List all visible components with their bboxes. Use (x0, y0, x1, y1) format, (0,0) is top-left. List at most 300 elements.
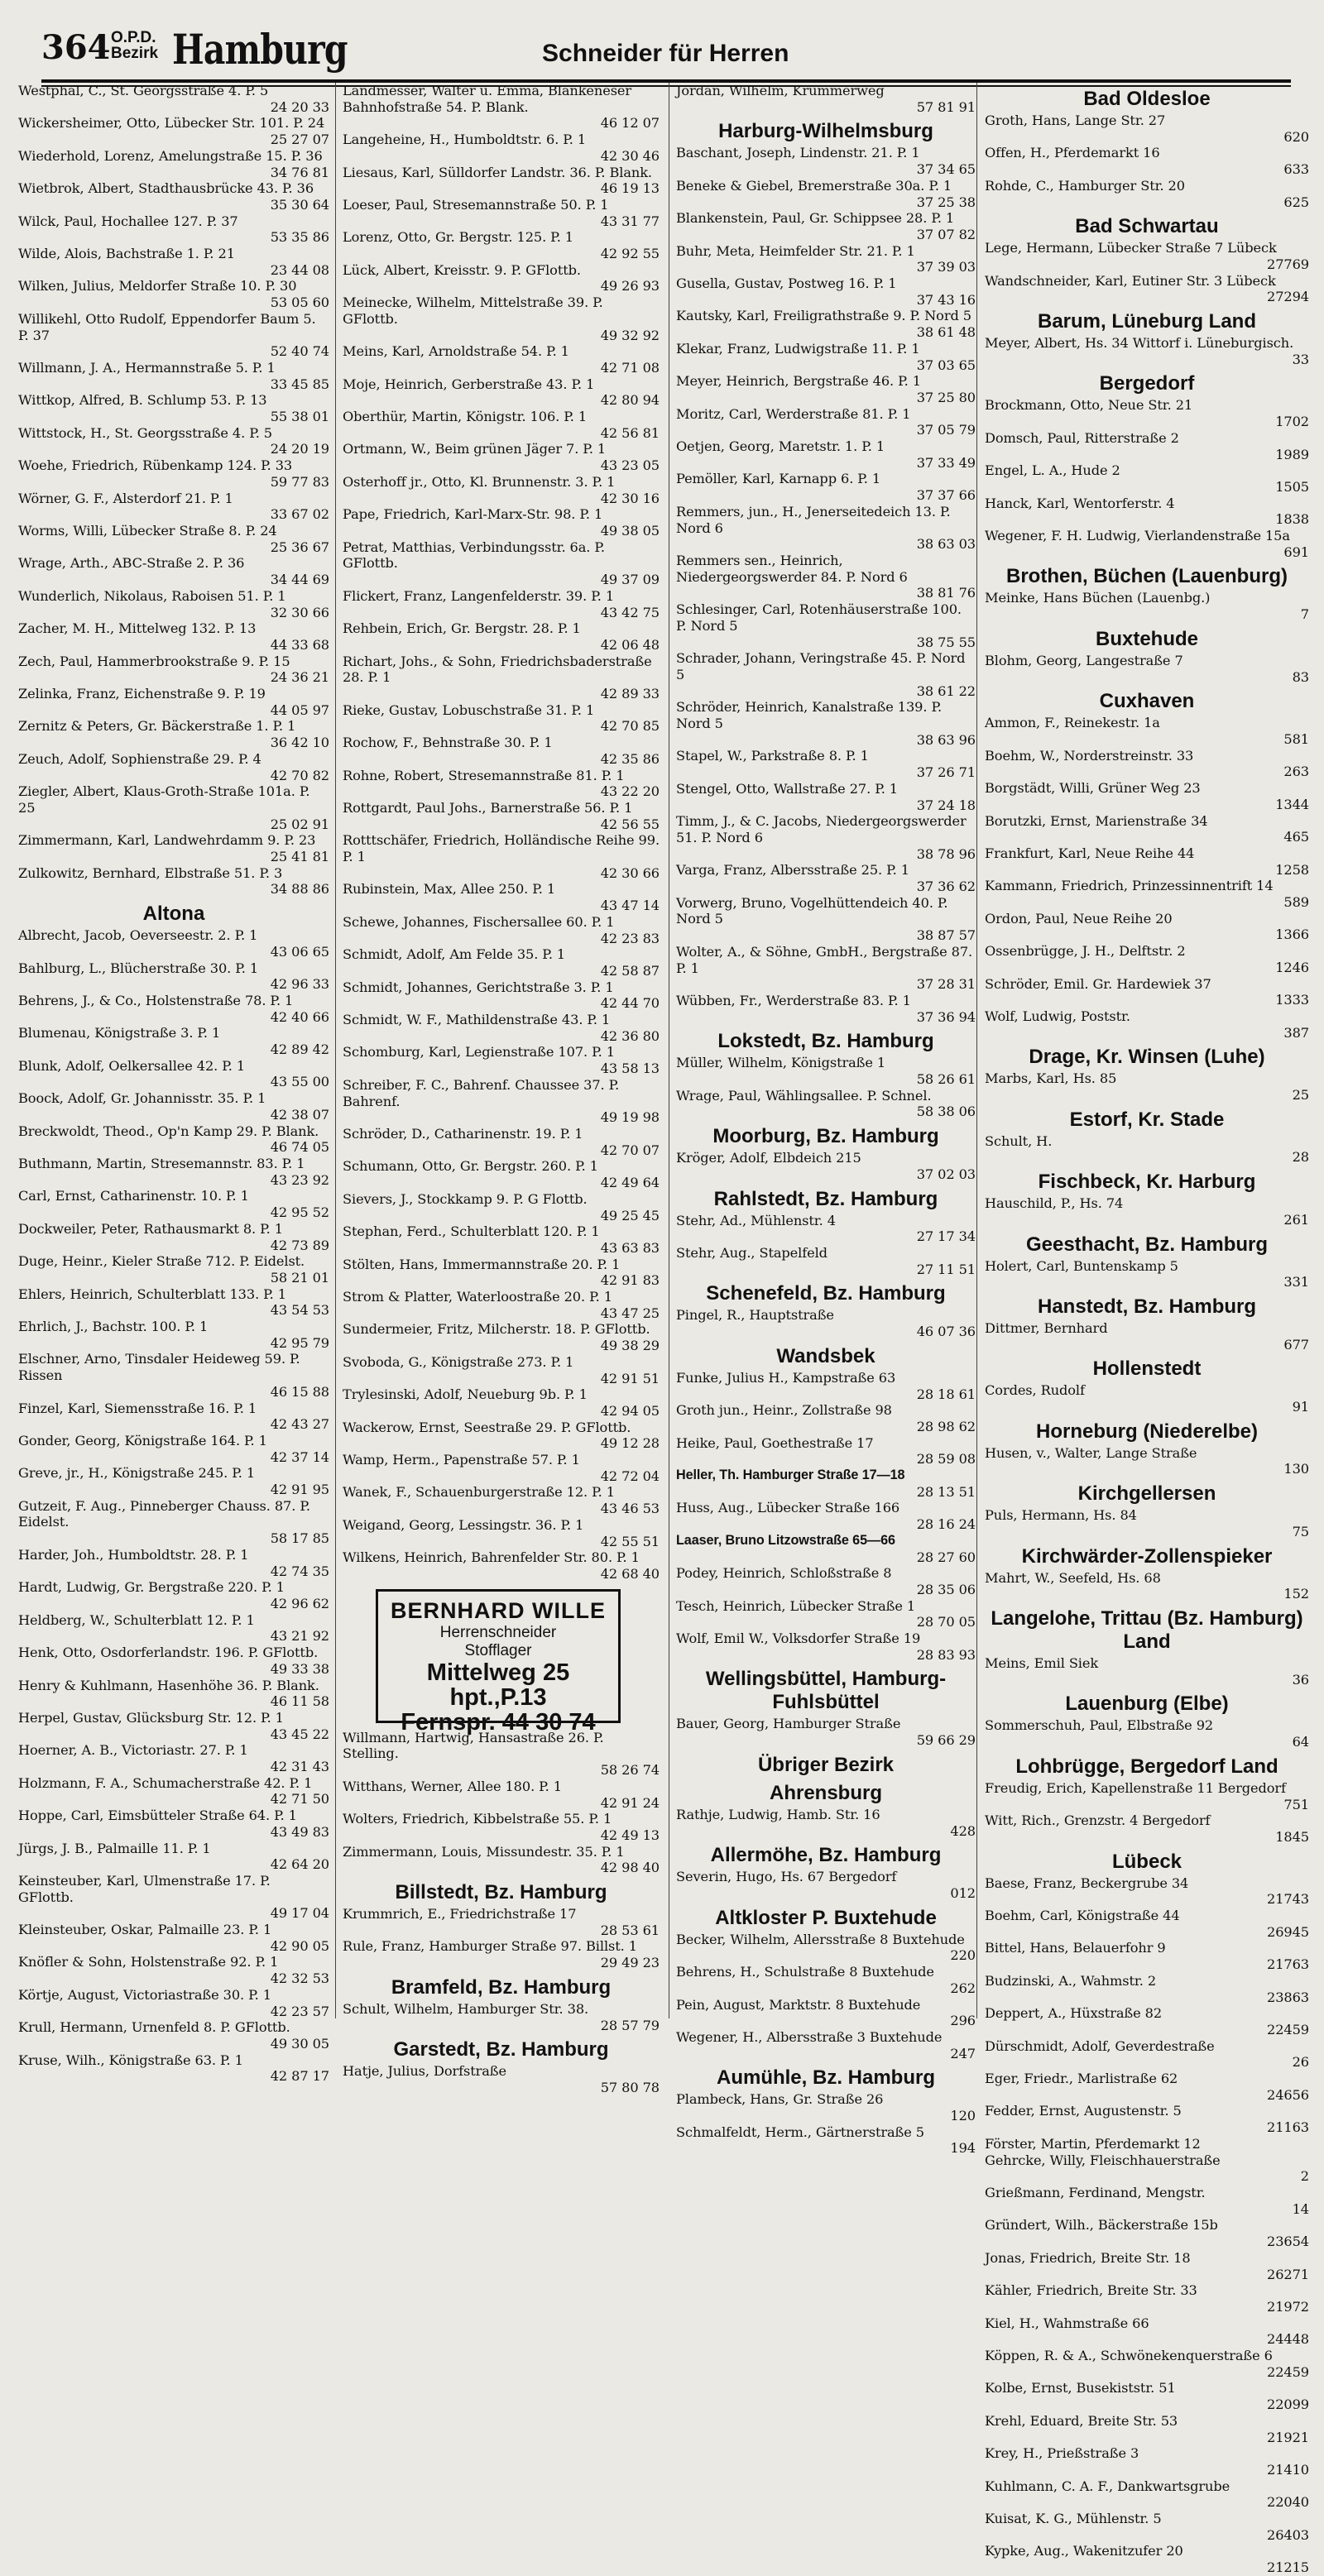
entry-phone-number: 37 28 31 (916, 976, 976, 993)
directory-entry (343, 768, 660, 800)
entry-phone-number: 42 95 52 (270, 1204, 329, 1221)
directory-entry (985, 780, 1309, 812)
entry-phone-number: 59 77 83 (270, 473, 329, 490)
district-label (111, 30, 158, 61)
directory-entry (343, 441, 660, 473)
entry-phone-number: 37 24 18 (916, 797, 976, 813)
directory-entry (18, 213, 329, 246)
entry-name-address: Zimmermann, Karl, Landwehrdamm 9. P. 23 (18, 832, 316, 849)
directory-entry (343, 409, 660, 441)
entry-name-address: Wegener, F. H. Ludwig, Vierlandenstraße 15a (985, 528, 1290, 544)
entry-name-address: Sommerschuh, Paul, Elbstraße 92 (985, 1717, 1214, 1734)
entry-name-address: Kolbe, Ernst, Busekiststr. 51 (985, 2380, 1176, 2396)
entry-phone-number: 21743 (1267, 1891, 1309, 1908)
section-heading: Aumühle, Bz. Hamburg (716, 2066, 935, 2090)
entry-phone-number: 28 16 24 (916, 1516, 976, 1533)
entry-name-address: Budzinski, A., Wahmstr. 2 (985, 1972, 1157, 1989)
entry-phone-number: 387 (1283, 1024, 1309, 1041)
entry-phone-number: 49 33 38 (270, 1660, 329, 1677)
entry-phone-number: 42 40 66 (270, 1008, 329, 1025)
section-heading: Fischbeck, Kr. Harburg (1038, 1171, 1256, 1194)
entry-phone-number: 46 19 13 (600, 180, 660, 197)
directory-entry (985, 911, 1309, 943)
entry-name-address: Schröder, D., Catharinenstr. 19. P. 1 (343, 1126, 583, 1142)
entry-name-address: Moritz, Carl, Werderstraße 81. P. 1 (676, 405, 911, 422)
entry-phone-number: 38 61 22 (916, 682, 976, 699)
entry-name-address: Ammon, F., Reinekestr. 1a (985, 715, 1160, 731)
directory-entry (676, 83, 976, 115)
entry-phone-number: 1845 (1275, 1828, 1309, 1845)
directory-entry (343, 1811, 660, 1843)
entry-phone-number: 34 88 86 (270, 881, 329, 898)
directory-entry (985, 145, 1309, 177)
entry-phone-number: 22459 (1267, 2021, 1309, 2037)
entry-name-address: Schmidt, Johannes, Gerichtstraße 3. P. 1 (343, 979, 614, 995)
entry-name-address: Förster, Martin, Pferdemarkt 12 (985, 2135, 1201, 2152)
directory-entry (343, 620, 660, 653)
directory-entry (343, 83, 660, 132)
entry-name-address: Köppen, R. & A., Schwönekenquerstraße 6 (985, 2348, 1273, 2364)
directory-entry (985, 653, 1309, 685)
entry-name-address: Gutzeit, F. Aug., Pinneberger Chauss. 87. P. Eidelst. (18, 1497, 310, 1530)
entry-name-address: Albrecht, Jacob, Oeverseestr. 2. P. 1 (18, 927, 258, 944)
entry-name-address: Stengel, Otto, Wallstraße 27. P. 1 (676, 780, 898, 797)
directory-entry (18, 1351, 329, 1400)
entry-phone-number: 46 07 36 (916, 1324, 976, 1340)
directory-entry (343, 343, 660, 376)
directory-entry (18, 1841, 329, 1873)
directory-entry (18, 1123, 329, 1156)
directory-entry (18, 1775, 329, 1808)
directory-entry (18, 392, 329, 424)
directory-entry (18, 1090, 329, 1123)
entry-name-address: Dürschmidt, Adolf, Geverdestraße (985, 2037, 1215, 2054)
entry-name-address: Zimmermann, Louis, Missundestr. 35. P. 1 (343, 1843, 625, 1860)
entry-phone-number: 28 13 51 (916, 1483, 976, 1500)
entry-phone-number: 120 (950, 2108, 976, 2124)
entry-name-address: Kuisat, K. G., Mühlenstr. 5 (985, 2511, 1162, 2527)
entry-phone-number: 46 12 07 (600, 115, 660, 132)
directory-entry (18, 1498, 329, 1547)
entry-name-address: Hatje, Julius, Dorfstraße (343, 2063, 507, 2080)
entry-phone-number: 37 34 65 (916, 161, 976, 178)
entry-name-address: Kuhlmann, C. A. F., Dankwartsgrube (985, 2478, 1230, 2494)
city-title: Hamburg (172, 25, 348, 74)
entry-name-address: Mahrt, W., Seefeld, Hs. 68 (985, 1569, 1161, 1586)
directory-entry (343, 539, 660, 588)
entry-name-address: Meins, Karl, Arnoldstraße 54. P. 1 (343, 343, 569, 360)
entry-phone-number: 58 17 85 (270, 1530, 329, 1547)
section-heading: Buxtehude (1095, 627, 1198, 650)
entry-phone-number: 42 37 14 (270, 1448, 329, 1465)
entry-name-address: Kiel, H., Wahmstraße 66 (985, 2315, 1149, 2331)
directory-entry (985, 845, 1309, 878)
entry-phone-number: 37 25 80 (916, 389, 976, 405)
entry-name-address: Severin, Hugo, Hs. 67 Bergedorf (676, 1869, 897, 1885)
entry-name-address: Pape, Friedrich, Karl-Marx-Str. 98. P. 1 (343, 506, 603, 523)
entry-phone-number: 33 45 85 (270, 376, 329, 392)
entry-phone-number: 49 38 29 (600, 1338, 660, 1354)
entry-name-address: Ehrlich, J., Bachstr. 100. P. 1 (18, 1319, 209, 1335)
entry-phone-number: 691 (1283, 543, 1309, 560)
directory-entry (676, 1213, 976, 1245)
directory-entry (985, 2005, 1309, 2037)
entry-phone-number: 34 44 69 (270, 572, 329, 588)
entry-phone-number: 37 39 03 (916, 259, 976, 275)
entry-name-address: Rubinstein, Max, Allee 250. P. 1 (343, 881, 556, 898)
entry-phone-number: 49 25 45 (600, 1207, 660, 1223)
entry-phone-number: 28 70 05 (916, 1614, 976, 1630)
directory-entry (985, 2413, 1309, 2445)
entry-phone-number: 46 74 05 (270, 1139, 329, 1156)
directory-entry (18, 2019, 329, 2052)
entry-phone-number: 27294 (1267, 289, 1309, 305)
section-heading: Wandsbek (776, 1344, 875, 1367)
entry-phone-number: 262 (950, 1980, 976, 1996)
section-heading: Hanstedt, Bz. Hamburg (1037, 1295, 1257, 1318)
directory-entry (985, 1780, 1309, 1812)
entry-name-address: Freudig, Erich, Kapellenstraße 11 Bergedorf (985, 1779, 1286, 1796)
entry-phone-number: 43 63 83 (600, 1239, 660, 1256)
directory-entry (985, 976, 1309, 1008)
directory-entry (18, 588, 329, 620)
directory-entry (676, 1245, 976, 1277)
entry-phone-number: 1989 (1275, 446, 1309, 462)
entry-name-address: Krey, H., Prießstraße 3 (985, 2445, 1139, 2462)
directory-entry (18, 686, 329, 718)
entry-phone-number: 43 47 14 (600, 898, 660, 914)
directory-entry (676, 373, 976, 405)
section-heading: Bad Oldesloe (1083, 88, 1211, 110)
entry-phone-number: 42 70 85 (600, 718, 660, 735)
entry-name-address: Grießmann, Ferdinand, Mengstr. (985, 2184, 1206, 2200)
entry-name-address: Ehlers, Heinrich, Schulterblatt 133. P. 1 (18, 1286, 286, 1302)
entry-phone-number: 42 70 07 (600, 1142, 660, 1158)
directory-entry (985, 813, 1309, 845)
directory-entry (18, 1678, 329, 1710)
directory-entry (985, 178, 1309, 210)
entry-name-address: Schmalfeldt, Herm., Gärtnerstraße 5 (676, 2124, 924, 2140)
directory-entry (343, 165, 660, 197)
entry-phone-number: 33 (1292, 351, 1309, 367)
directory-entry (676, 895, 976, 944)
directory-entry (343, 1012, 660, 1044)
directory-entry (985, 1875, 1309, 1908)
directory-entry (18, 1286, 329, 1319)
entry-name-address: Meinke, Hans Büchen (Lauenbg.) (985, 590, 1211, 606)
entry-phone-number: 1258 (1275, 861, 1309, 878)
entry-phone-number: 21410 (1267, 2461, 1309, 2478)
entry-phone-number: 42 68 40 (600, 1565, 660, 1582)
entry-phone-number: 428 (950, 1822, 976, 1839)
directory-entry (18, 360, 329, 392)
entry-phone-number: 42 94 05 (600, 1402, 660, 1419)
entry-name-address: Krummrich, E., Friedrichstraße 17 (343, 1906, 577, 1922)
directory-entry (676, 1598, 976, 1630)
directory-entry (676, 1150, 976, 1182)
directory-entry (985, 2136, 1309, 2152)
entry-phone-number: 43 54 53 (270, 1302, 329, 1319)
directory-entry (676, 813, 976, 862)
entry-name-address: Loeser, Paul, Stresemannstraße 50. P. 1 (343, 196, 609, 213)
section-heading: Cuxhaven (1099, 690, 1195, 713)
directory-entry (676, 553, 976, 601)
entry-phone-number: 1702 (1275, 414, 1309, 430)
entry-name-address: Wrage, Paul, Wählingsallee. P. Schnel. (676, 1087, 932, 1104)
entry-phone-number: 42 58 87 (600, 962, 660, 979)
entry-phone-number: 22099 (1267, 2396, 1309, 2413)
entry-phone-number: 42 96 62 (270, 1595, 329, 1611)
entry-name-address: Carl, Ernst, Catharinenstr. 10. P. 1 (18, 1188, 249, 1204)
directory-entry (985, 2152, 1309, 2185)
entry-name-address: Krull, Hermann, Urnenfeld 8. P. GFlottb. (18, 2019, 290, 2036)
entry-phone-number: 28 27 60 (916, 1549, 976, 1565)
directory-entry (343, 1517, 660, 1549)
directory-entry (676, 1630, 976, 1663)
entry-name-address: Deppert, A., Hüxstraße 82 (985, 2005, 1163, 2022)
entry-phone-number: 58 21 01 (270, 1269, 329, 1286)
directory-entry (18, 457, 329, 490)
directory-entry (18, 1873, 329, 1922)
directory-entry (985, 748, 1309, 780)
entry-phone-number: 22459 (1267, 2363, 1309, 2380)
entry-name-address: Meins, Emil Siek (985, 1655, 1099, 1671)
section-heading: Billstedt, Bz. Hamburg (395, 1881, 607, 1904)
directory-entry (985, 335, 1309, 367)
entry-phone-number: 25 41 81 (270, 849, 329, 865)
directory-entry (676, 210, 976, 242)
section-heading: Lauenburg (Elbe) (1065, 1693, 1229, 1716)
entry-phone-number: 1366 (1275, 926, 1309, 943)
entry-phone-number: 57 80 78 (600, 2079, 660, 2095)
directory-entry (18, 865, 329, 898)
entry-name-address: Strom & Platter, Waterloostraße 20. P. 1 (343, 1289, 612, 1305)
entry-name-address: Hoerner, A. B., Victoriastr. 27. P. 1 (18, 1742, 248, 1759)
directory-entry (343, 132, 660, 164)
entry-name-address: Blunk, Adolf, Oelkersallee 42. P. 1 (18, 1057, 246, 1074)
directory-entry (18, 148, 329, 180)
directory-entry (18, 311, 329, 360)
entry-name-address: Beneke & Giebel, Bremerstraße 30a. P. 1 (676, 177, 952, 194)
entry-phone-number: 37 36 62 (916, 879, 976, 895)
entry-name-address: Trylesinski, Adolf, Neueburg 9b. P. 1 (343, 1386, 588, 1403)
entry-name-address: Groth, Hans, Lange Str. 27 (985, 113, 1166, 128)
entry-name-address: Oberthür, Martin, Königstr. 106. P. 1 (343, 409, 588, 425)
directory-entry (18, 2052, 329, 2085)
directory-entry (343, 197, 660, 229)
entry-name-address: Bittel, Hans, Belauerfohr 9 (985, 1940, 1166, 1956)
entry-phone-number: 194 (950, 2140, 976, 2157)
directory-entry (18, 1612, 329, 1645)
entry-name-address: Plambeck, Hans, Gr. Straße 26 (676, 2091, 884, 2108)
entry-name-address: Borgstädt, Willi, Grüner Weg 23 (985, 780, 1201, 797)
entry-phone-number: 465 (1283, 829, 1309, 845)
entry-phone-number: 42 89 33 (600, 686, 660, 702)
entry-name-address: Boehm, Carl, Königstraße 44 (985, 1908, 1180, 1924)
directory-entry (676, 1932, 976, 1964)
entry-phone-number: 1838 (1275, 511, 1309, 528)
directory-entry (343, 294, 660, 343)
entry-name-address: Wiederhold, Lorenz, Amelungstraße 15. P. 36 (18, 147, 323, 164)
entry-name-address: Blankenstein, Paul, Gr. Schippsee 28. P. 1 (676, 210, 955, 227)
directory-entry (18, 1987, 329, 2019)
entry-phone-number: 57 81 91 (916, 98, 976, 115)
entry-phone-number: 42 56 81 (600, 424, 660, 441)
entry-phone-number: 26271 (1267, 2266, 1309, 2282)
entry-name-address: Holzmann, F. A., Schumacherstraße 42. P. 1 (18, 1774, 313, 1791)
entry-phone-number: 42 32 53 (270, 1970, 329, 1987)
entry-phone-number: 42 30 16 (600, 490, 660, 506)
directory-entry (985, 1507, 1309, 1539)
entry-name-address: Frankfurt, Karl, Neue Reihe 44 (985, 845, 1195, 861)
directory-entry (343, 1844, 660, 1876)
directory-entry (343, 376, 660, 409)
entry-name-address: Wittstock, H., St. Georgsstraße 4. P. 5 (18, 424, 272, 441)
entry-phone-number: 296 (950, 2013, 976, 2029)
entry-phone-number: 28 (1292, 1149, 1309, 1166)
directory-entry (18, 1547, 329, 1579)
entry-name-address: Gonder, Georg, Königstraße 164. P. 1 (18, 1432, 267, 1448)
entry-phone-number: 26403 (1267, 2526, 1309, 2543)
entry-phone-number: 38 63 03 (916, 536, 976, 553)
entry-phone-number: 42 23 83 (600, 930, 660, 946)
entry-name-address: Rochow, F., Behnstraße 30. P. 1 (343, 735, 553, 751)
entry-phone-number: 28 59 08 (916, 1451, 976, 1468)
entry-name-address: Wolf, Emil W., Volksdorfer Straße 19 (676, 1630, 921, 1647)
entry-name-address: Wamp, Herm., Papenstraße 57. P. 1 (343, 1452, 580, 1468)
entry-name-address: Buthmann, Martin, Stresemannstr. 83. P. 1 (18, 1156, 305, 1171)
directory-entry (343, 1158, 660, 1190)
directory-entry (18, 1954, 329, 1986)
directory-entry (343, 1549, 660, 1582)
ad-subtitle: Stofflager (464, 1641, 532, 1659)
directory-entry (18, 1025, 329, 1057)
entry-phone-number: 22040 (1267, 2494, 1309, 2511)
page-number: 364 (41, 28, 111, 67)
directory-entry (676, 1997, 976, 2029)
directory-entry (18, 1188, 329, 1220)
entry-name-address: Remmers sen., Heinrich, Niedergeorgswerder 84. P. Nord 6 (676, 552, 908, 585)
directory-entry (985, 2380, 1309, 2412)
entry-name-address: Lorenz, Otto, Gr. Bergstr. 125. P. 1 (343, 229, 573, 246)
entry-phone-number: 1505 (1275, 478, 1309, 495)
directory-entry (676, 504, 976, 553)
entry-phone-number: 23 44 08 (270, 261, 329, 278)
entry-phone-number: 42 71 50 (270, 1791, 329, 1808)
directory-entry (343, 1257, 660, 1289)
entry-name-address: Schult, Wilhelm, Hamburger Str. 38. (343, 2000, 589, 2017)
entry-name-address: Woehe, Friedrich, Rübenkamp 124. P. 33 (18, 457, 293, 474)
entry-name-address: Varga, Franz, Albersstraße 25. P. 1 (676, 862, 909, 879)
section-heading: Geesthacht, Bz. Hamburg (1025, 1233, 1269, 1256)
directory-entry (985, 2185, 1309, 2217)
entry-phone-number: 625 (1283, 194, 1309, 210)
directory-entry (676, 341, 976, 373)
entry-name-address: Richart, Johs., & Sohn, Friedrichsbaderstraße 28. P. 1 (343, 653, 652, 686)
entry-name-address: Eger, Friedr., Marlistraße 62 (985, 2071, 1178, 2087)
entry-phone-number: 1333 (1275, 992, 1309, 1008)
directory-entry (985, 1070, 1309, 1103)
entry-phone-number: 331 (1283, 1274, 1309, 1290)
entry-phone-number: 42 91 24 (600, 1794, 660, 1811)
section-heading: Harburg-Wilhelmsburg (718, 120, 933, 143)
entry-phone-number: 14 (1292, 2200, 1309, 2217)
entry-phone-number: 24 36 21 (270, 669, 329, 686)
ad-phone: Fernspr. 44 30 74 (401, 1708, 596, 1736)
directory-entry (676, 748, 976, 780)
entry-phone-number: 38 61 48 (916, 324, 976, 341)
entry-phone-number: 42 56 55 (600, 816, 660, 832)
entry-phone-number: 44 05 97 (270, 701, 329, 718)
entry-name-address: Wunderlich, Nikolaus, Raboisen 51. P. 1 (18, 587, 286, 604)
entry-phone-number: 42 70 82 (270, 767, 329, 783)
directory-entry (343, 1730, 660, 1779)
entry-name-address: Schmidt, W. F., Mathildenstraße 43. P. 1 (343, 1012, 611, 1028)
entry-name-address: Jonas, Friedrich, Breite Str. 18 (985, 2249, 1191, 2266)
entry-phone-number: 581 (1283, 730, 1309, 747)
entry-name-address: Klekar, Franz, Ludwigstraße 11. P. 1 (676, 340, 920, 357)
entry-name-address: Zernitz & Peters, Gr. Bäckerstraße 1. P. 1 (18, 718, 296, 735)
entry-name-address: Wegener, H., Albersstraße 3 Buxtehude (676, 2028, 943, 2045)
entry-name-address: Svoboda, G., Königstraße 273. P. 1 (343, 1353, 574, 1370)
entry-phone-number: 75 (1292, 1523, 1309, 1539)
entry-phone-number: 49 38 05 (600, 522, 660, 539)
entry-phone-number: 43 47 25 (600, 1305, 660, 1321)
entry-phone-number: 42 55 51 (600, 1533, 660, 1549)
entry-phone-number: 42 92 55 (600, 246, 660, 262)
section-heading: Altona (142, 903, 205, 926)
entry-phone-number: 247 (950, 2045, 976, 2061)
entry-phone-number: 43 31 77 (600, 213, 660, 229)
entry-phone-number: 58 26 74 (600, 1762, 660, 1779)
page-header (41, 25, 1291, 74)
entry-phone-number: 38 75 55 (916, 634, 976, 650)
directory-entry (343, 474, 660, 506)
entry-name-address: Gründert, Wilh., Bäckerstraße 15b (985, 2217, 1218, 2234)
directory-entry (676, 145, 976, 177)
directory-entry (18, 1645, 329, 1677)
entry-name-address: Hardt, Ludwig, Gr. Bergstraße 220. P. 1 (18, 1579, 285, 1596)
directory-entry (18, 718, 329, 750)
entry-name-address: Boehm, W., Norderstreinstr. 33 (985, 747, 1194, 764)
entry-phone-number: 34 76 81 (270, 164, 329, 180)
directory-entry (676, 308, 976, 340)
entry-name-address: Wolter, A., & Söhne, GmbH., Bergstraße 87. P. 1 (676, 943, 973, 976)
directory-entry (18, 555, 329, 587)
entry-phone-number: 46 11 58 (270, 1693, 329, 1710)
entry-name-address: Stehr, Ad., Mühlenstr. 4 (676, 1212, 836, 1228)
entry-name-address: Baschant, Joseph, Lindenstr. 21. P. 1 (676, 145, 920, 161)
directory-entry (343, 1191, 660, 1223)
entry-name-address: Domsch, Paul, Ritterstraße 2 (985, 429, 1179, 446)
directory-entry (676, 1565, 976, 1597)
entry-name-address: Hanck, Karl, Wentorferstr. 4 (985, 495, 1175, 511)
entry-phone-number: 38 78 96 (916, 845, 976, 862)
entry-name-address: Wickersheimer, Otto, Lübecker Str. 101. P. 24 (18, 115, 325, 132)
directory-entry (343, 979, 660, 1012)
entry-phone-number: 37 43 16 (916, 291, 976, 308)
entry-name-address: Hauschild, P., Hs. 74 (985, 1195, 1124, 1212)
entry-name-address: Oetjen, Georg, Maretstr. 1. P. 1 (676, 438, 885, 455)
entry-phone-number: 42 43 27 (270, 1416, 329, 1433)
entry-name-address: Heike, Paul, Goethestraße 17 (676, 1434, 874, 1451)
directory-entry (985, 2217, 1309, 2249)
directory-entry (985, 2103, 1309, 2135)
directory-entry (18, 927, 329, 960)
section-heading: Lokstedt, Bz. Hamburg (717, 1030, 934, 1053)
entry-name-address: Wilken, Julius, Meldorfer Straße 10. P. 30 (18, 278, 297, 294)
directory-entry (985, 1908, 1309, 1940)
